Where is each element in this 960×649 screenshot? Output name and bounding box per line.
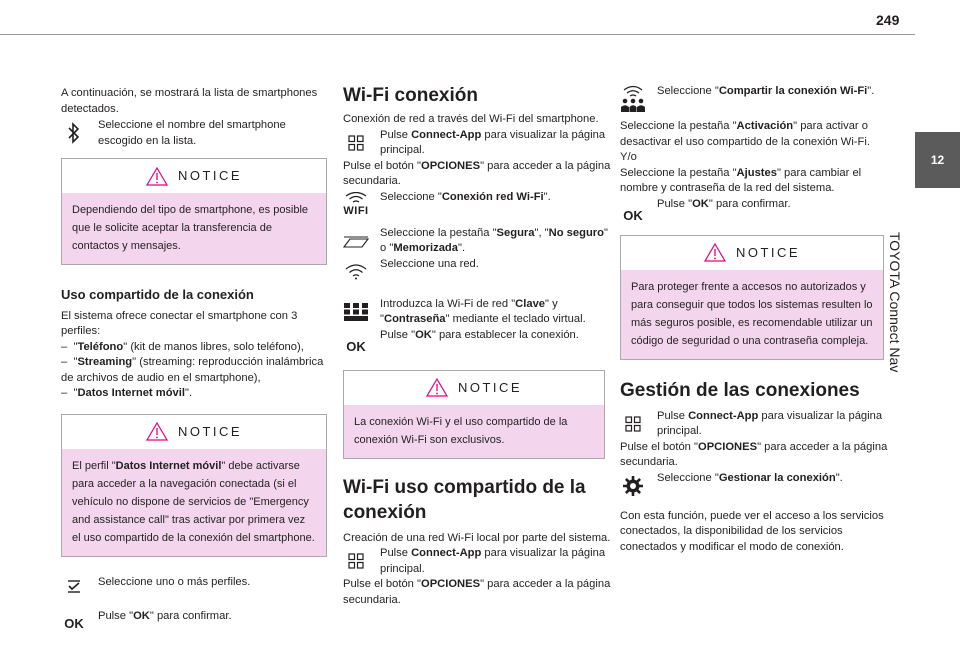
notice-body: El perfil "Datos Internet móvil" debe activarse para acceder a la navegación conectada (si el vehículo no dispone de servicios de "Emergency and assistance call" tras activar por primera vez el uso compartido de la conexión del smartphone. (62, 449, 326, 556)
wifi-intro: Conexión de red a través del Wi-Fi del smartphone. (343, 113, 599, 125)
step-tabs (343, 226, 613, 257)
step-share-wifi (620, 84, 890, 114)
profile-item: – "Streaming" (streaming: reproducción inalámbrica de archivos de audio en el smartphone), (61, 356, 324, 384)
chapter-title-text: TOYOTA Connect Nav (887, 232, 903, 373)
bluetooth-icon (61, 120, 87, 146)
step-and-or: Y/o (620, 151, 637, 163)
step-text: Seleccione "Conexión red Wi-Fi". (380, 190, 551, 203)
tabs-icon (343, 228, 369, 254)
select-phone-row (61, 118, 331, 149)
wifi-sharing-icon (620, 84, 646, 114)
page-number: 249 (876, 12, 900, 28)
column-2 (343, 84, 613, 608)
notice-box-3 (343, 370, 605, 459)
section-title-wifi: Wi-Fi conexión (343, 85, 478, 106)
chapter-tab[interactable]: 12 (915, 132, 960, 188)
notice-box-4 (620, 235, 884, 360)
checklist-icon (61, 573, 87, 599)
select-phone-text: Seleccione el nombre del smartphone escogido en la lista. (98, 119, 286, 147)
header-divider (0, 34, 915, 35)
step-text: Pulse "OK" para establecer la conexión. (380, 328, 579, 341)
profile-item: – "Teléfono" (kit de manos libres, solo teléfono), (61, 340, 304, 353)
warning-icon (146, 422, 168, 441)
step-settings: Seleccione la pestaña "Ajustes" para cambiar el nombre y contraseña de la red del sistema. (620, 166, 862, 194)
step-ok (343, 328, 613, 356)
step-text: Seleccione la pestaña "Segura", "No seguro" o "Memorizada". (380, 226, 608, 254)
gear-icon (620, 473, 646, 499)
step-text: Seleccione "Gestionar la conexión". (657, 471, 843, 484)
notice-header (344, 371, 604, 405)
notice-body: La conexión Wi-Fi y el uso compartido de la conexión Wi-Fi son exclusivos. (344, 405, 604, 458)
step-options: Pulse el botón "OPCIONES" para acceder a la página secundaria. (343, 159, 611, 187)
step-text: Pulse Connect-App para visualizar la página principal. (380, 547, 606, 575)
select-profiles-row (61, 571, 331, 599)
ok-icon: OK (623, 207, 643, 223)
step-text: Pulse Connect-App para visualizar la página principal. (657, 409, 883, 437)
ok-icon: OK (64, 615, 84, 631)
intro-text: A continuación, se mostrará la lista de smartphones detectados. (61, 87, 318, 115)
wifi-icon (343, 190, 369, 222)
step-text: Pulse "OK" para confirmar. (657, 197, 791, 210)
step-text: Introduzca la Wi-Fi de red "Clave" y "Contraseña" mediante el teclado virtual. (380, 297, 586, 325)
step-manage-connection (620, 471, 890, 499)
step-options-2: Pulse el botón "OPCIONES" para acceder a la página secundaria. (343, 578, 611, 606)
step-wifi-network (343, 190, 613, 222)
wifi-signal-icon (343, 259, 369, 285)
notice-header (62, 159, 326, 193)
step-text: Pulse Connect-App para visualizar la página principal. (380, 128, 606, 156)
step-ok (620, 197, 890, 225)
keyboard-icon (343, 299, 369, 325)
sharing-intro: El sistema ofrece conectar el smartphone con 3 perfiles: (61, 309, 298, 337)
step-text: Seleccione "Compartir la conexión Wi-Fi". (657, 85, 875, 97)
notice-title: NOTICE (735, 244, 801, 260)
column-3 (620, 84, 890, 555)
notice-body: Dependiendo del tipo de smartphone, es posible que le solicite aceptar la transferencia de contactos y mensajes. (62, 193, 326, 264)
section-title-sharing: Uso compartido de la conexión (61, 287, 254, 302)
step-connect-app-3 (620, 409, 890, 440)
apps-grid-icon (343, 130, 369, 156)
step-keyboard (343, 297, 613, 328)
confirm-text: Pulse "OK" para confirmar. (98, 609, 232, 622)
step-activation: Seleccione la pestaña "Activación" para activar o desactivar el uso compartido de la conexión Wi-Fi. (620, 120, 870, 148)
manage-outro: Con esta función, puede ver el acceso a los servicios conectados, la disponibilidad de los servicios conectados y modificar el modo de conexión. (620, 509, 884, 553)
column-1 (61, 86, 331, 633)
ok-icon: OK (346, 338, 366, 354)
notice-title: NOTICE (457, 379, 523, 395)
apps-grid-icon (620, 411, 646, 437)
warning-icon (146, 167, 168, 186)
section-title-manage: Gestión de las conexiones (620, 379, 860, 401)
notice-title: NOTICE (177, 423, 243, 439)
wifi-sharing-intro: Creación de una red Wi-Fi local por parte del sistema. (343, 531, 611, 544)
select-profiles-text: Seleccione uno o más perfiles. (98, 575, 251, 588)
notice-body: Para proteger frente a accesos no autorizados y para conseguir que todos los sistemas resulten lo más seguros posible, es recomendable utilizar un código de seguridad o una contraseña compleja. (621, 270, 883, 359)
step-connect-app (343, 128, 613, 159)
section-title-wifi-sharing: Wi-Fi uso compartido de la conexión (343, 476, 586, 523)
step-text: Seleccione una red. (380, 257, 479, 270)
warning-icon (426, 378, 448, 397)
notice-box-1 (61, 158, 327, 265)
wifi-icon-label: WIFI (343, 204, 369, 217)
profile-item: – "Datos Internet móvil". (61, 387, 193, 399)
notice-header (62, 415, 326, 449)
notice-header (621, 236, 883, 270)
notice-title: NOTICE (177, 168, 243, 184)
step-options-3: Pulse el botón "OPCIONES" para acceder a la página secundaria. (620, 440, 888, 468)
apps-grid-icon (343, 548, 369, 574)
notice-box-2 (61, 414, 327, 557)
confirm-row (61, 605, 331, 633)
warning-icon (704, 243, 726, 262)
step-select-network (343, 257, 613, 285)
step-connect-app-2 (343, 546, 613, 577)
